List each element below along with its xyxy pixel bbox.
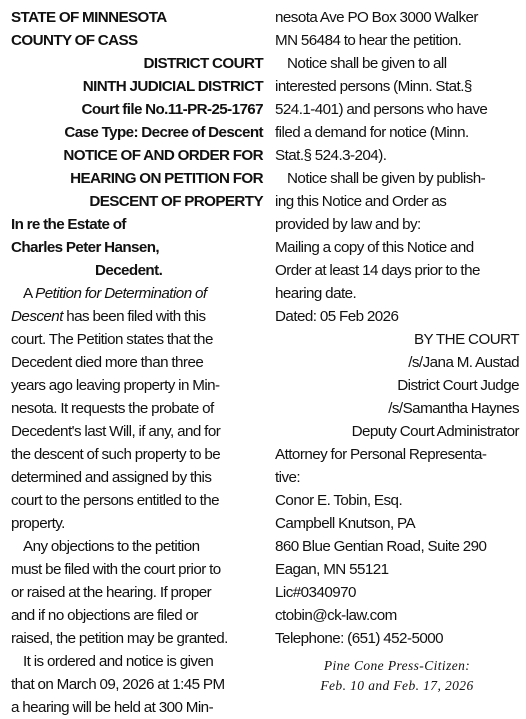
publication-dates: Feb. 10 and Feb. 17, 2026	[320, 678, 474, 693]
notice-paragraph-line: interested persons (Minn. Stat.§	[275, 78, 472, 95]
petition-title-italic: Petition for Determination of	[35, 285, 207, 302]
petition-paragraph-line: years ago leaving property in Min-	[11, 377, 220, 394]
attorney-name: Conor E. Tobin, Esq.	[275, 492, 403, 509]
publication-paragraph-line: Mailing a copy of this Notice and	[275, 239, 474, 256]
hearing-paragraph-line: MN 56484 to hear the petition.	[275, 32, 462, 49]
publication-paragraph-line: Order at least 14 days prior to the	[275, 262, 480, 279]
attorney-label: tive:	[275, 469, 301, 486]
objections-paragraph-line: or raised at the hearing. If proper	[11, 584, 212, 601]
judge-title: District Court Judge	[397, 377, 519, 394]
notice-title-line-3: DESCENT OF PROPERTY	[89, 193, 263, 210]
text-run: A	[23, 285, 36, 302]
notice-title-line-1: NOTICE OF AND ORDER FOR	[63, 147, 263, 164]
court-file-number: Court file No.11-PR-25-1767	[81, 101, 263, 118]
notice-title-line-2: HEARING ON PETITION FOR	[70, 170, 263, 187]
objections-paragraph-line: raised, the petition may be granted.	[11, 630, 228, 647]
hearing-paragraph-line: nesota Ave PO Box 3000 Walker	[275, 9, 478, 26]
hearing-paragraph-line: It is ordered and notice is given	[23, 653, 214, 670]
address-line-1: 860 Blue Gentian Road, Suite 290	[275, 538, 487, 555]
email-address: ctobin@ck-law.com	[275, 607, 397, 624]
in-re-line-2: Charles Peter Hansen,	[11, 239, 160, 256]
law-firm: Campbell Knutson, PA	[275, 515, 416, 532]
petition-paragraph-line: Decedent died more than three	[11, 354, 204, 371]
hearing-paragraph-line: that on March 09, 2026 at 1:45 PM	[11, 676, 225, 693]
objections-paragraph-line: must be filed with the court prior to	[11, 561, 221, 578]
license-number: Lic#0340970	[275, 584, 356, 601]
case-type: Case Type: Decree of Descent	[64, 124, 263, 141]
state-heading: STATE OF MINNESOTA	[11, 9, 167, 26]
notice-paragraph-line: Notice shall be given to all	[287, 55, 447, 72]
judge-signature: /s/Jana M. Austad	[408, 354, 519, 371]
telephone: Telephone: (651) 452-5000	[275, 630, 444, 647]
publication-paragraph-line: hearing date.	[275, 285, 357, 302]
petition-paragraph-line: court to the persons entitled to the	[11, 492, 220, 509]
left-column	[11, 6, 263, 719]
publication-paragraph-line: ing this Notice and Order as	[275, 193, 447, 210]
notice-paragraph-line: 524.1-401) and persons who have	[275, 101, 488, 118]
petition-paragraph-line: nesota. It requests the probate of	[11, 400, 214, 417]
petition-paragraph-line	[11, 282, 263, 305]
in-re-line-1: In re the Estate of	[11, 216, 126, 233]
petition-paragraph-line: Decedent's last Will, if any, and for	[11, 423, 221, 440]
petition-title-italic: Descent	[11, 308, 63, 325]
petition-paragraph-line: court. The Petition states that the	[11, 331, 213, 348]
notice-paragraph-line: Stat.§ 524.3-204).	[275, 147, 387, 164]
right-column	[275, 6, 519, 650]
decedent-label: Decedent.	[95, 262, 163, 279]
dated-line: Dated: 05 Feb 2026	[275, 308, 399, 325]
county-heading: COUNTY OF CASS	[11, 32, 138, 49]
court-heading: DISTRICT COURT	[143, 55, 263, 72]
petition-paragraph-line	[11, 305, 263, 328]
objections-paragraph-line: and if no objections are filed or	[11, 607, 198, 624]
publication-footer	[275, 656, 519, 696]
petition-paragraph-line: property.	[11, 515, 65, 532]
notice-paragraph-line: filed a demand for notice (Minn.	[275, 124, 469, 141]
petition-paragraph-line: determined and assigned by this	[11, 469, 212, 486]
publication-name: Pine Cone Press-Citizen:	[323, 658, 471, 673]
by-the-court: BY THE COURT	[413, 331, 519, 348]
petition-paragraph-line: the descent of such property to be	[11, 446, 221, 463]
publication-paragraph-line: Notice shall be given by publish-	[287, 170, 486, 187]
publication-paragraph-line: provided by law and by:	[275, 216, 421, 233]
district-heading: NINTH JUDICIAL DISTRICT	[82, 78, 263, 95]
hearing-paragraph-line: a hearing will be held at 300 Min-	[11, 699, 214, 716]
text-run: has been filed with this	[62, 308, 206, 325]
administrator-title: Deputy Court Administrator	[351, 423, 519, 440]
objections-paragraph-line: Any objections to the petition	[23, 538, 200, 555]
administrator-signature: /s/Samantha Haynes	[388, 400, 519, 417]
attorney-label: Attorney for Personal Representa-	[275, 446, 487, 463]
address-line-2: Eagan, MN 55121	[275, 561, 389, 578]
